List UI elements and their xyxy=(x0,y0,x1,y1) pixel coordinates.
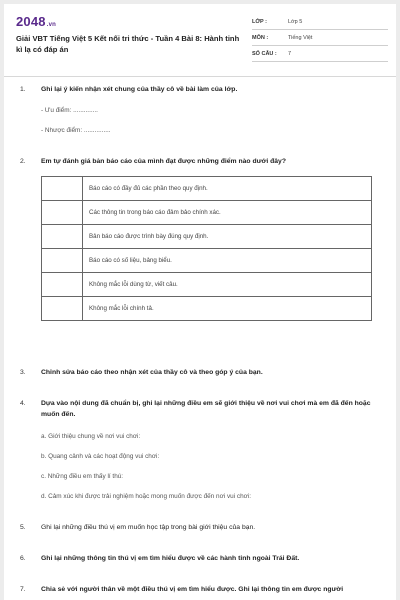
document-title: Giải VBT Tiếng Việt 5 Kết nối tri thức - Tuần 4 Bài 8: Hành tinh kì lạ có đáp án xyxy=(16,34,240,54)
meta-row-subject xyxy=(252,30,388,46)
criterion-text: Báo cáo có đầy đủ các phần theo quy định. xyxy=(83,177,372,201)
question-3 xyxy=(20,367,388,381)
meta-value: Lớp 5 xyxy=(288,18,303,25)
question-6 xyxy=(20,553,388,567)
question-text: Ghi lại những thông tin thú vị em tìm hiểu được về các hành tinh ngoài Trái Đất. xyxy=(41,555,300,562)
question-number: 2. xyxy=(20,158,26,165)
answer-line-b: b. Quang cảnh và các hoạt động vui chơi: xyxy=(41,453,160,460)
question-text: Chỉnh sửa báo cáo theo nhận xét của thầy cô và theo góp ý của bạn. xyxy=(41,369,263,376)
meta-key: MÔN : xyxy=(252,34,269,41)
answer-line-strengths: - Ưu điểm: .............. xyxy=(41,107,98,114)
question-text: Ghi lại những điều thú vị em muốn học tập trong bài giới thiệu của bạn. xyxy=(41,524,256,531)
header-divider xyxy=(4,76,396,77)
question-number: 5. xyxy=(20,524,26,531)
question-text: Dựa vào nội dung đã chuẩn bị, ghi lại những điều em sẽ giới thiệu về nơi vui chơi mà em đã đến hoặc muốn đến. xyxy=(41,400,371,418)
meta-value: 7 xyxy=(288,50,292,57)
table-row xyxy=(42,201,372,225)
question-4 xyxy=(20,398,388,424)
checkbox-cell[interactable] xyxy=(42,225,83,249)
self-assessment-table xyxy=(41,176,372,321)
site-logo[interactable] xyxy=(16,14,56,29)
answer-line-d: d. Cảm xúc khi được trải nghiệm hoặc mong muốn được đến nơi vui chơi: xyxy=(41,493,252,500)
document-page xyxy=(4,4,396,600)
answer-line-c: c. Những điều em thấy lí thú: xyxy=(41,473,124,480)
question-text: Ghi lại ý kiến nhận xét chung của thầy cô về bài làm của lớp. xyxy=(41,86,238,93)
table-row xyxy=(42,297,372,321)
question-number: 3. xyxy=(20,369,26,376)
meta-key: LỚP : xyxy=(252,18,267,25)
meta-value: Tiếng Việt xyxy=(288,34,313,41)
question-2 xyxy=(20,156,388,170)
checkbox-cell[interactable] xyxy=(42,177,83,201)
criterion-text: Báo cáo có số liệu, bảng biểu. xyxy=(83,249,372,273)
question-number: 7. xyxy=(20,586,26,593)
question-number: 1. xyxy=(20,86,26,93)
answer-line-weaknesses: - Nhược điểm: ............... xyxy=(41,127,111,134)
criterion-text: Các thông tin trong báo cáo đảm bảo chính xác. xyxy=(83,201,372,225)
checkbox-cell[interactable] xyxy=(42,273,83,297)
criterion-text: Không mắc lỗi dùng từ, viết câu. xyxy=(83,273,372,297)
table-row xyxy=(42,273,372,297)
meta-row-count xyxy=(252,46,388,62)
table-row xyxy=(42,249,372,273)
criterion-text: Bản báo cáo được trình bày đúng quy định. xyxy=(83,225,372,249)
document-header xyxy=(4,4,396,70)
table-row xyxy=(42,177,372,201)
question-number: 4. xyxy=(20,400,26,407)
table-row xyxy=(42,225,372,249)
question-text: Em tự đánh giá bản báo cáo của mình đạt được những điểm nào dưới đây? xyxy=(41,158,286,165)
checkbox-cell[interactable] xyxy=(42,201,83,225)
checkbox-cell[interactable] xyxy=(42,249,83,273)
document-meta xyxy=(252,14,388,62)
question-text: Chia sẻ với người thân về một điều thú vị em tìm hiểu được. Ghi lại thông tin em được người xyxy=(41,586,344,593)
logo-suffix: .vn xyxy=(46,22,57,28)
question-number: 6. xyxy=(20,555,26,562)
checkbox-cell[interactable] xyxy=(42,297,83,321)
logo-main: 2048 xyxy=(16,14,46,29)
meta-row-class xyxy=(252,14,388,30)
answer-line-a: a. Giới thiệu chung về nơi vui chơi: xyxy=(41,433,141,440)
question-5 xyxy=(20,522,388,536)
meta-key: SỐ CÂU : xyxy=(252,50,277,57)
criterion-text: Không mắc lỗi chính tả. xyxy=(83,297,372,321)
question-7 xyxy=(20,584,388,598)
